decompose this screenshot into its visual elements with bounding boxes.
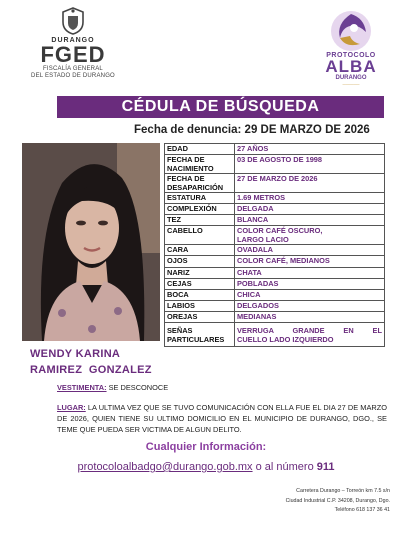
contact-joiner: o al número	[252, 461, 317, 473]
address-line2: Ciudad Industrial C.P. 34208, Durango, Dgo.	[285, 497, 390, 504]
detail-label-line1: SEÑAS	[167, 326, 193, 336]
table-row	[165, 144, 385, 155]
protocol-state: DURANGO	[335, 75, 367, 81]
alba-emblem-icon	[328, 8, 374, 54]
table-row	[165, 311, 385, 322]
table-row	[165, 204, 385, 215]
detail-label	[165, 174, 235, 193]
agency-name-line2: DEL ESTADO DE DURANGO	[31, 73, 115, 79]
contact-email-link[interactable]: protocoloalbadgo@durango.gob.mx	[77, 461, 253, 473]
protocol-label: PROTOCOLO	[326, 52, 376, 59]
detail-label-line1: FECHA DE	[167, 174, 205, 184]
detail-label: EDAD	[165, 144, 235, 155]
fged-logo	[28, 6, 118, 88]
detail-label	[165, 323, 235, 347]
details-table	[164, 143, 385, 347]
table-row	[165, 245, 385, 256]
place-text: LA ULTIMA VEZ QUE SE TUVO COMUNICACIÓN CON ELLA FUE EL DIA 27 DE MARZO DE 2026, QUIEN TIENE SU ULTIMO DOMICILIO EN EL MUNICIPIO DE DURANGO, DGO., SE TEME QUE PUEDA SER VICTIMA DE ALGUN DELITO.	[57, 403, 387, 434]
name-line2: RAMIREZ GONZALEZ	[30, 364, 152, 376]
table-row	[165, 300, 385, 311]
detail-label: CABELLO	[165, 226, 235, 245]
detail-value: CHICA	[235, 289, 385, 300]
detail-value	[235, 226, 385, 245]
detail-label: ESTATURA	[165, 193, 235, 204]
emergency-number: 911	[316, 461, 335, 473]
detail-value-line1: COLOR CAFÉ OSCURO,	[237, 226, 323, 236]
detail-value: POBLADAS	[235, 278, 385, 289]
detail-label: OJOS	[165, 256, 235, 267]
detail-label: LABIOS	[165, 300, 235, 311]
detail-value	[235, 323, 385, 347]
detail-value-line1: VERRUGA GRANDE EN EL	[237, 326, 382, 336]
table-row	[165, 278, 385, 289]
clothing-info	[57, 382, 387, 393]
detail-label: NARIZ	[165, 267, 235, 278]
clothing-text: SE DESCONOCE	[106, 383, 169, 392]
missing-person-name	[30, 346, 170, 378]
contact-title: Cualquier Información:	[145, 441, 267, 453]
detail-value: 1.69 METROS	[235, 193, 385, 204]
detail-value: OVADALA	[235, 245, 385, 256]
detail-value-line2: CUELLO LADO IZQUIERDO	[237, 335, 334, 345]
table-row	[165, 226, 385, 245]
office-address	[210, 487, 390, 516]
coat-of-arms-icon	[58, 6, 88, 36]
detail-label: COMPLEXIÓN	[165, 204, 235, 215]
table-row	[165, 155, 385, 174]
protocol-name: ALBA	[325, 57, 377, 76]
protocolo-alba-logo	[312, 8, 390, 90]
place-info	[57, 402, 387, 435]
page-title: CÉDULA DE BÚSQUEDA	[57, 96, 384, 118]
detail-label-line2: PARTICULARES	[167, 335, 225, 345]
detail-value-line2: LARGO LACIO	[237, 235, 289, 245]
detail-label: TEZ	[165, 215, 235, 226]
clothing-label: VESTIMENTA:	[57, 383, 107, 392]
name-line1: WENDY KARINA	[30, 348, 121, 360]
detail-value: CHATA	[235, 267, 385, 278]
table-row	[165, 267, 385, 278]
table-row	[165, 256, 385, 267]
state-label: DURANGO	[51, 37, 95, 44]
detail-value: DELGADA	[235, 204, 385, 215]
table-row	[165, 289, 385, 300]
detail-value: 27 AÑOS	[235, 144, 385, 155]
table-row	[165, 323, 385, 347]
portrait-illustration	[22, 143, 160, 341]
complaint-date: Fecha de denuncia: 29 DE MARZO DE 2026	[134, 124, 370, 136]
missing-person-photo	[22, 143, 160, 341]
address-line1: Carretera Durango – Torreón km 7.5 s/n	[296, 488, 390, 494]
detail-label: BOCA	[165, 289, 235, 300]
detail-value: BLANCA	[235, 215, 385, 226]
address-line3: Teléfono 618 137 36 41	[334, 507, 390, 513]
table-row	[165, 174, 385, 193]
protocol-tagline-mark: ──────	[342, 82, 360, 87]
detail-value: 03 DE AGOSTO DE 1998	[235, 155, 385, 174]
detail-label: CEJAS	[165, 278, 235, 289]
place-label: LUGAR:	[57, 403, 86, 412]
table-row	[165, 215, 385, 226]
agency-acronym: FGED	[40, 42, 106, 67]
detail-value: MEDIANAS	[235, 311, 385, 322]
contact-line	[0, 461, 412, 473]
detail-label-line2: DESAPARICIÓN	[167, 183, 224, 193]
detail-label: FECHA DE NACIMIENTO	[165, 155, 235, 174]
detail-value: 27 DE MARZO DE 2026	[235, 174, 385, 193]
detail-label: OREJAS	[165, 311, 235, 322]
table-row	[165, 193, 385, 204]
detail-label: CARA	[165, 245, 235, 256]
detail-value: COLOR CAFÉ, MEDIANOS	[235, 256, 385, 267]
detail-value: DELGADOS	[235, 300, 385, 311]
agency-name-line1: FISCALÍA GENERAL	[43, 66, 103, 72]
